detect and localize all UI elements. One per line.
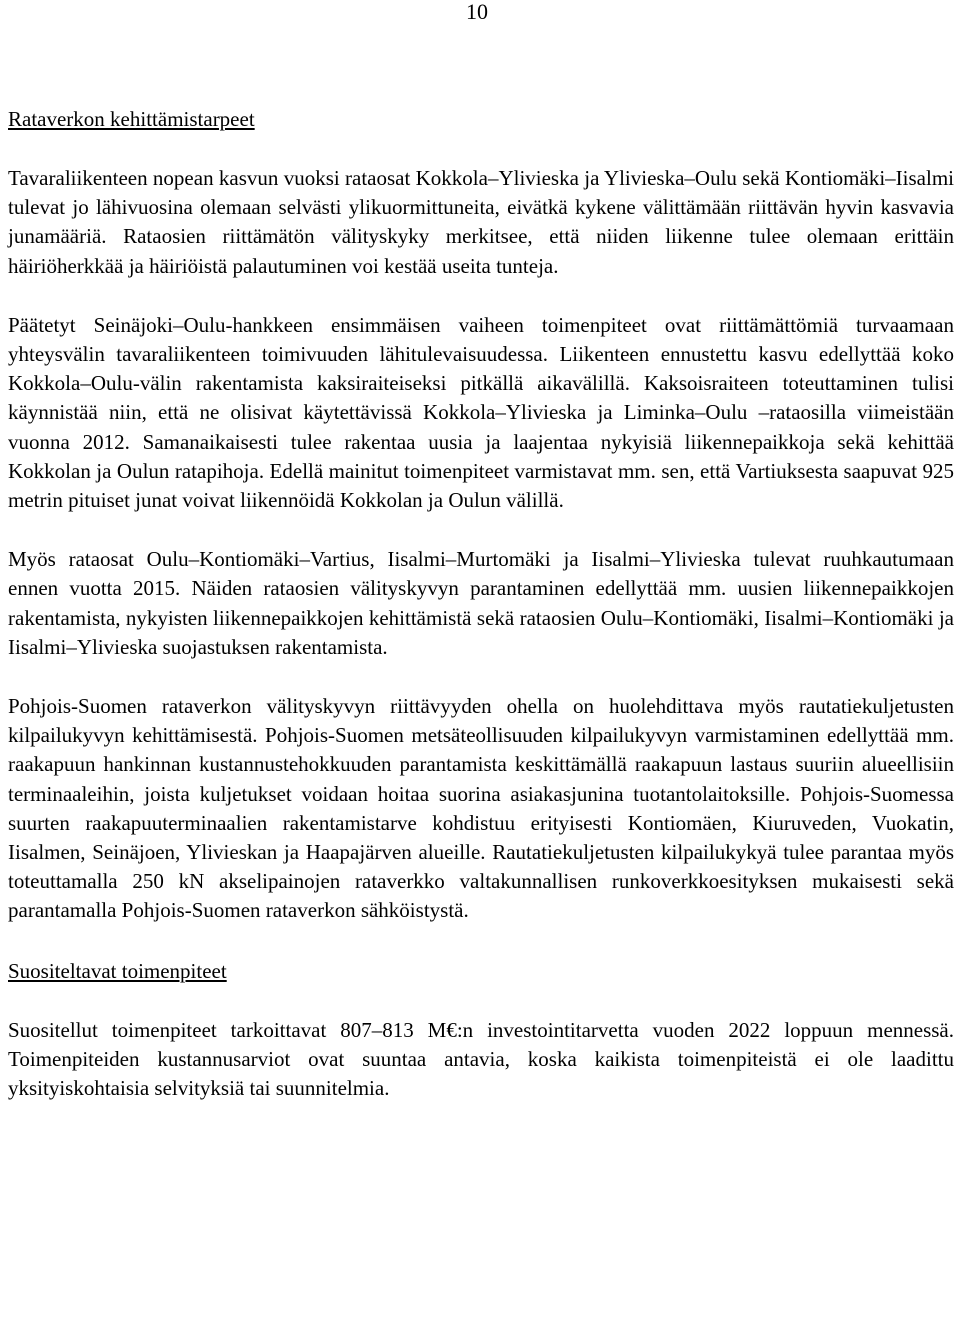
paragraph: Suositellut toimenpiteet tarkoittavat 807–813 M€:n investointitarvetta vuoden 2022 loppuun mennessä. Toimenpiteiden kustannusarviot ovat suuntaa antavia, koska kaikista toimenpiteistä ei ole laadittu yksityiskohtaisia selvityksiä tai suunnitelmia. xyxy=(8,1017,954,1101)
page-number: 10 xyxy=(466,0,488,24)
paragraph: Pohjois-Suomen rataverkon välityskyvyn riittävyyden ohella on huolehdittava myös rautatiekuljetusten kilpailukyvyn kehittämisestä. Pohjois-Suomen metsäteollisuuden kilpailukyvyn varmistaminen edellyttää mm. raakapuun hankinnan kustannustehokkuuden parantamista keskittämällä raakapuun lastaus suuriin alueellisiin terminaaleihin, joista kuljetukset voidaan hoitaa suorina asiakasjunina tuotantolaitoksille. Pohjois-Suomessa suurten raakapuuterminaalien rakentamistarve kohdistuu erityisesti Kontiomäen, Kiuruveden, Vuokatin, Iisalmen, Seinäjoen, Ylivieskan ja Haapajärven alueille. Rautatiekuljetusten kilpailukykyä tulee parantaa myös toteuttamalla 250 kN akselipainojen rataverkko valtakunnallisen runkoverkkoesityksen mukaisesti sekä parantamalla Pohjois-Suomen rataverkon sähköistystä. xyxy=(8,694,954,923)
document-body xyxy=(8,104,954,1133)
paragraph: Myös rataosat Oulu–Kontiomäki–Vartius, Iisalmi–Murtomäki ja Iisalmi–Ylivieska tulevat ruuhkautumaan ennen vuotta 2015. Näiden rataosien välityskyvyn parantaminen edellyttää mm. uusien liikennepaikkojen rakentamista, nykyisten liikennepaikkojen kehittämistä sekä rataosien Oulu–Kontiomäki, Iisalmi–Kontiomäki ja Iisalmi–Ylivieska suojastuksen rakentamista. xyxy=(8,547,954,659)
section-heading-suositeltavat-toimenpiteet: Suositeltavat toimenpiteet xyxy=(8,958,227,983)
paragraph: Päätetyt Seinäjoki–Oulu-hankkeen ensimmäisen vaiheen toimenpiteet ovat riittämättömiä turvaamaan yhteysvälin tavaraliikenteen toimivuuden lähitulevaisuudessa. Liikenteen ennustettu kasvu edellyttää koko Kokkola–Oulu-välin rakentamista kaksiraiteiseksi pitkällä aikavälillä. Kaksoisraiteen toteuttaminen tulisi käynnistää niin, että ne olisivat käytettävissä Kokkola–Ylivieska ja Liminka–Oulu –rataosilla viimeistään vuonna 2012. Samanaikaisesti tulee rakentaa uusia ja laajentaa nykyisiä liikennepaikkoja sekä kehittää Kokkolan ja Oulun ratapihoja. Edellä mainitut toimenpiteet varmistavat mm. sen, että Vartiuksesta saapuvat 925 metrin pituiset junat voivat liikennöidä Kokkolan ja Oulun välillä. xyxy=(8,312,954,513)
paragraph: Tavaraliikenteen nopean kasvun vuoksi rataosat Kokkola–Ylivieska ja Ylivieska–Oulu sekä Kontiomäki–Iisalmi tulevat jo lähivuosina olemaan selvästi ylikuormittuneita, eivätkä kykene välittämään riittävän hyvin kasvavia junamääriä. Rataosien riittämätön välityskyky merkitsee, että niiden liikenne tulee olemaan erittäin häiriöherkkää ja häiriöistä palautuminen voi kestää useita tunteja. xyxy=(8,166,954,278)
section-heading-rataverkon-kehittamistarpeet: Rataverkon kehittämistarpeet xyxy=(8,107,255,131)
